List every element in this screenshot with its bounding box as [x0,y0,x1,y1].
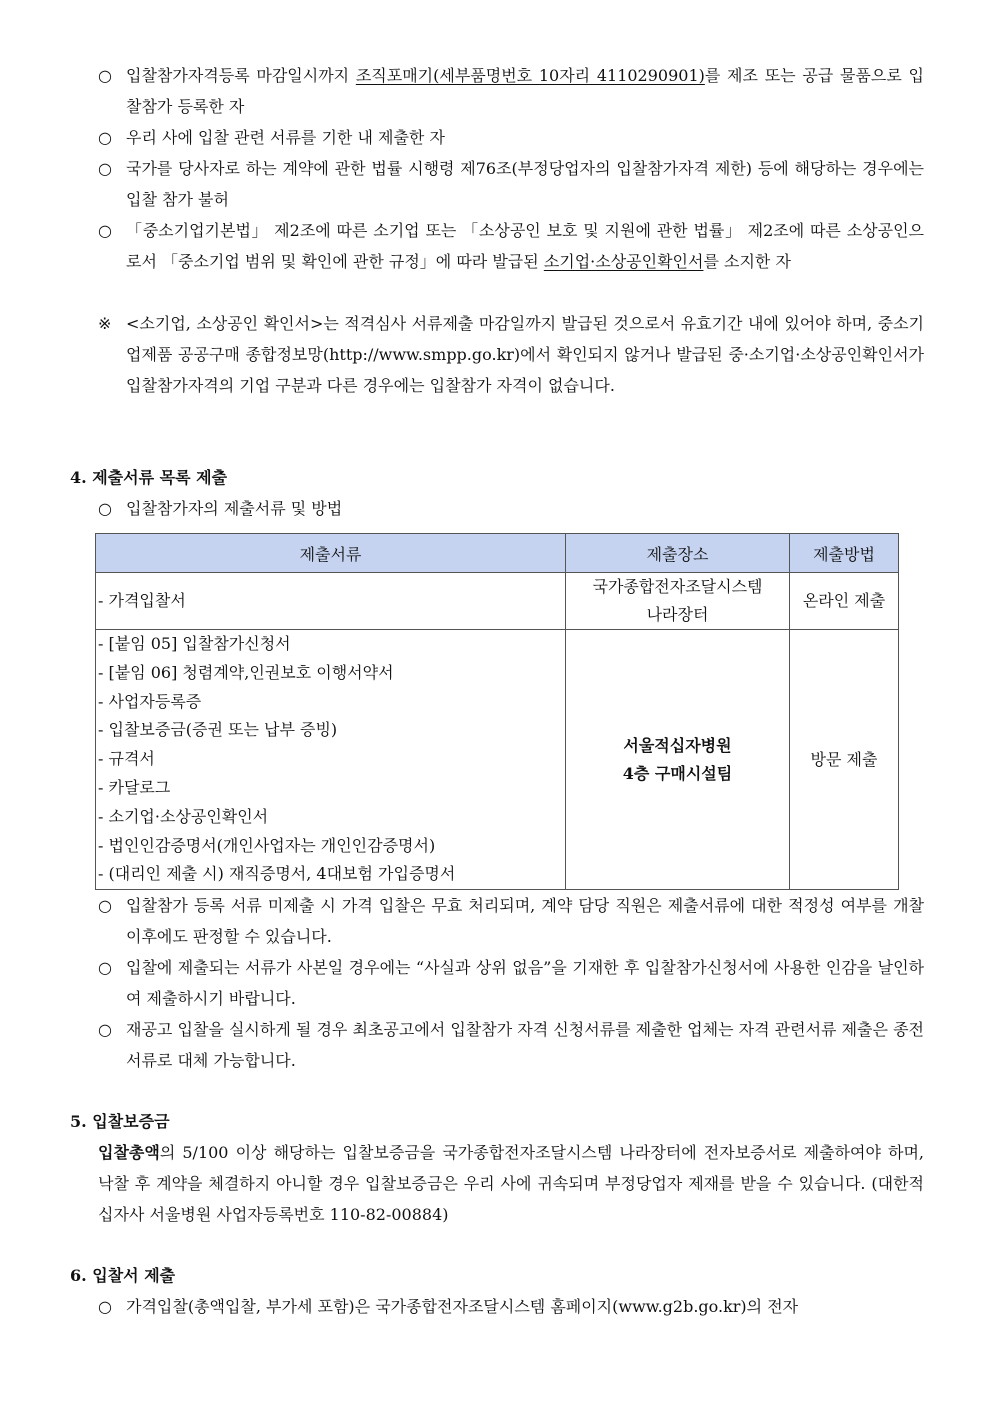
cell-method: 온라인 제출 [790,573,899,630]
bullet-circle: ○ [98,958,112,977]
section-4-intro: ○ 입찰참가자의 제출서류 및 방법 [98,493,924,524]
list-item: - (대리인 제출 시) 재직증명서, 4대보험 가입증명서 [98,864,456,884]
section-4-note: ○ 입찰에 제출되는 서류가 사본일 경우에는 “사실과 상위 없음”을 기재한 후 입찰참가신청서에 사용한 인감을 날인하여 제출하시기 바랍니다. [98,952,924,1014]
section-4-title: 4. 제출서류 목록 제출 [70,468,228,487]
section-6-title: 6. 입찰서 제출 [70,1266,176,1285]
text-run: 입찰참가자격등록 마감일시까지 [126,66,356,85]
header-method: 제출방법 [790,534,899,573]
section-5-body [98,1137,924,1230]
qualification-item [98,215,924,277]
reference-note [98,308,924,401]
bold-lead: 입찰총액 [98,1143,160,1162]
table-row [96,573,899,630]
section-6-item: ○ 가격입찰(총액입찰, 부가세 포함)은 국가종합전자조달시스템 홈페이지(www.g2b.go.kr)의 전자 [98,1291,924,1322]
text-run: 의 5/100 이상 해당하는 입찰보증금을 국가종합전자조달시스템 나라장터에 전자보증서로 제출하여야 하며, 낙찰 후 계약을 체결하지 아니할 경우 입찰보증금은 우리 사에 귀속되며 부정당업자 제재를 받을 수 있습니다. (대한적십자사 서울병원 사업자등록번호 110-82-00884) [98,1143,924,1224]
cell-document-list [96,630,566,890]
qualification-item [98,60,924,122]
cell-place: 국가종합전자조달시스템 나라장터 [566,573,790,630]
section-4-note: ○ 재공고 입찰을 실시하게 될 경우 최초공고에서 입찰참가 자격 신청서류를 제출한 업체는 자격 관련서류 제출은 종전 서류로 대체 가능합니다. [98,1014,924,1076]
text-run: 우리 사에 입찰 관련 서류를 기한 내 제출한 자 [126,128,445,147]
list-item: - 카달로그 [98,777,171,797]
bullet-circle: ○ [98,66,112,85]
underlined-text: 소기업·소상공인확인서 [543,252,704,271]
section-5-title: 5. 입찰보증금 [70,1112,170,1131]
text-run: 를 제조 또는 공급 물품으로 입찰참가 등록한 자 [126,66,924,116]
qualification-item [98,122,924,153]
qualification-item [98,153,924,215]
list-item: - 소기업·소상공인확인서 [98,806,269,826]
bullet-circle: ○ [98,221,112,240]
table-row [96,630,899,890]
bullet-circle: ○ [98,499,112,518]
list-item: - 법인인감증명서(개인사업자는 개인인감증명서) [98,835,436,855]
bullet-circle: ○ [98,1020,112,1039]
list-item: - [붙임 06] 청렴계약,인권보호 이행서약서 [98,662,394,682]
submission-documents-table [95,533,899,890]
cell-place: 서울적십자병원 4층 구매시설팀 [566,630,790,890]
header-documents: 제출서류 [96,534,566,573]
cell-method: 방문 제출 [790,630,899,890]
bullet-circle: ○ [98,896,112,915]
list-item: - 사업자등록증 [98,691,202,711]
text-run: <소기업, 소상공인 확인서>는 적격심사 서류제출 마감일까지 발급된 것으로서 유효기간 내에 있어야 하며, 중소기업제품 공공구매 종합정보망(http://www.smpp.go.kr)에서 확인되지 않거나 발급된 중·소기업·소상공인확인서가 입찰참가자격의 기업 구분과 다른 경우에는 입찰참가 자격이 없습니다. [126,314,924,395]
text-run: 국가를 당사자로 하는 계약에 관한 법률 시행령 제76조(부정당업자의 입찰참가자격 제한) 등에 해당하는 경우에는 입찰 참가 불허 [126,159,924,209]
list-item: - 규격서 [98,749,155,769]
list-item: - 입찰보증금(증권 또는 납부 증빙) [98,720,338,740]
header-place: 제출장소 [566,534,790,573]
list-item: - [붙임 05] 입찰참가신청서 [98,634,291,653]
text-run: 「중소기업기본법」 제2조에 따른 소기업 또는 「소상공인 보호 및 지원에 관한 법률」 제2조에 따른 소상공인으로서 「중소기업 범위 및 확인에 관한 규정」에 따라 발급된 [126,221,924,271]
bullet-circle: ○ [98,159,112,178]
bullet-circle: ○ [98,1297,112,1316]
cell-document: - 가격입찰서 [96,573,566,630]
text-run: 를 소지한 자 [703,252,791,271]
section-4-note: ○ 입찰참가 등록 서류 미제출 시 가격 입찰은 무효 처리되며, 계약 담당 직원은 제출서류에 대한 적정성 여부를 개찰 이후에도 판정할 수 있습니다. [98,890,924,952]
note-mark: ※ [98,314,112,333]
bullet-circle: ○ [98,128,112,147]
underlined-text: 조직포매기(세부품명번호 10자리 4110290901) [355,66,705,85]
